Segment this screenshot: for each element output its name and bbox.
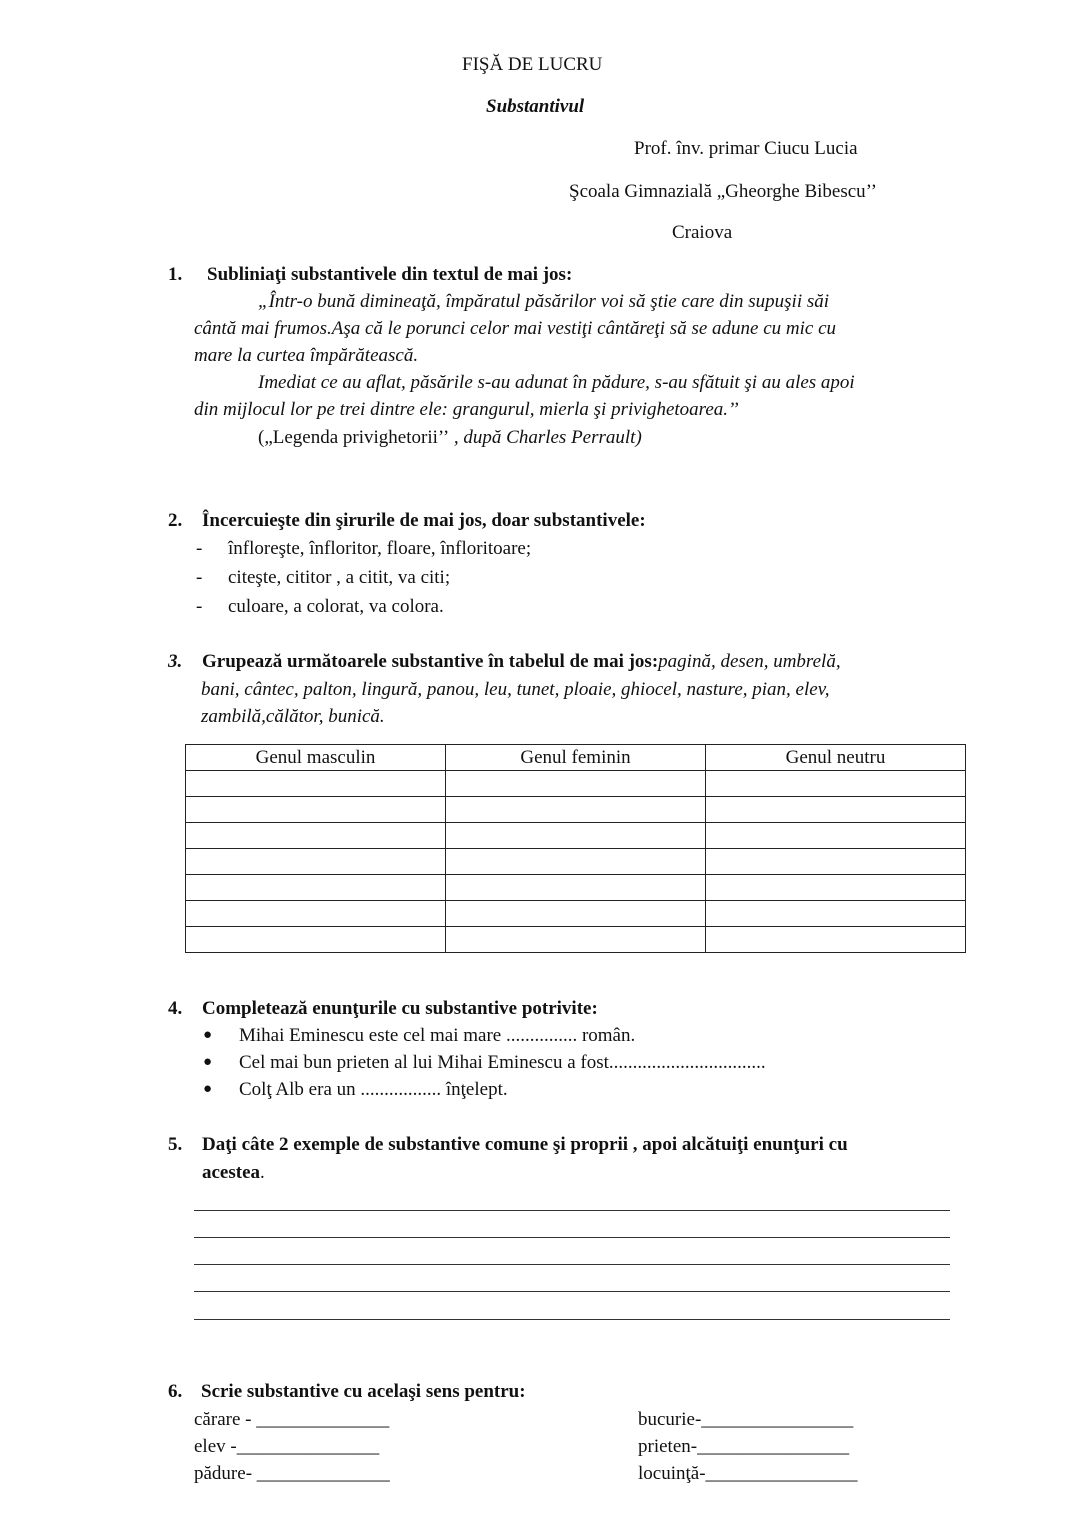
- ex5-prompt-line1: Daţi câte 2 exemple de substantive comune şi proprii , apoi alcătuiţi enunţuri cu: [202, 1134, 848, 1155]
- table-row: [186, 927, 966, 953]
- table-cell[interactable]: [706, 927, 966, 953]
- ex1-source: [258, 427, 642, 449]
- table-row: [186, 771, 966, 797]
- city-line: Craiova: [672, 222, 733, 243]
- table-row: [186, 797, 966, 823]
- table-row: [186, 901, 966, 927]
- answer-line[interactable]: [194, 1237, 950, 1238]
- page-title: FIŞĂ DE LUCRU: [462, 54, 603, 75]
- ex2-dash: -: [196, 538, 203, 559]
- ex5-prompt-word: acestea: [202, 1162, 261, 1183]
- ex2-item: citeşte, cititor , a citit, va citi;: [228, 567, 451, 588]
- table-cell[interactable]: [446, 901, 706, 927]
- table-cell[interactable]: [186, 875, 446, 901]
- ex3-words: pagină, desen, umbrelă,: [658, 651, 841, 672]
- ex3-prompt-text: Grupează următoarele substantive în tabelul de mai jos:: [202, 651, 659, 672]
- ex4-number: 4.: [168, 998, 183, 1019]
- ex4-item: Colţ Alb era un ................. înţelept.: [239, 1079, 508, 1100]
- ex6-right-item[interactable]: prieten-________________: [638, 1436, 850, 1457]
- table-row: [186, 875, 966, 901]
- table-cell[interactable]: [446, 849, 706, 875]
- ex6-left-item[interactable]: elev -_______________: [194, 1436, 380, 1457]
- ex1-prompt: Subliniaţi substantivele din textul de mai jos:: [207, 264, 573, 285]
- ex5-prompt-period: .: [260, 1162, 265, 1183]
- answer-line[interactable]: [194, 1210, 950, 1211]
- ex4-item: Mihai Eminescu este cel mai mare ............... român.: [239, 1025, 636, 1046]
- ex3-words-line: bani, cântec, palton, lingură, panou, leu, tunet, ploaie, ghiocel, nasture, pian, elev,: [201, 679, 830, 700]
- ex2-item: înfloreşte, înfloritor, floare, înfloritoare;: [228, 538, 532, 559]
- ex1-text-line: mare la curtea împărătească.: [194, 345, 419, 366]
- table-cell[interactable]: [186, 771, 446, 797]
- author-line: Prof. înv. primar Ciucu Lucia: [634, 138, 858, 159]
- table-cell[interactable]: [186, 797, 446, 823]
- header-feminine: Genul feminin: [446, 745, 706, 771]
- ex1-number: 1.: [168, 264, 183, 285]
- table-header-row: [186, 745, 966, 771]
- answer-line[interactable]: [194, 1291, 950, 1292]
- table-row: [186, 849, 966, 875]
- table-cell[interactable]: [706, 849, 966, 875]
- answer-line[interactable]: [194, 1264, 950, 1265]
- table-cell[interactable]: [186, 901, 446, 927]
- ex3-words-line: zambilă,călător, bunică.: [201, 706, 385, 727]
- ex4-prompt: Completează enunţurile cu substantive potrivite:: [202, 998, 598, 1019]
- bullet-icon: ●: [203, 1081, 213, 1097]
- school-line: Şcoala Gimnazială „Gheorghe Bibescu’’: [569, 181, 877, 202]
- table-cell[interactable]: [706, 797, 966, 823]
- table-row: [186, 823, 966, 849]
- ex3-prompt: [202, 651, 841, 673]
- header-masculine: Genul masculin: [186, 745, 446, 771]
- ex2-prompt: Încercuieşte din şirurile de mai jos, doar substantivele:: [202, 510, 646, 531]
- table-cell[interactable]: [446, 875, 706, 901]
- ex2-number: 2.: [168, 510, 183, 531]
- header-neuter: Genul neutru: [706, 745, 966, 771]
- ex5-number: 5.: [168, 1134, 183, 1155]
- table-cell[interactable]: [446, 927, 706, 953]
- ex2-dash: -: [196, 567, 203, 588]
- ex5-prompt-line2: [202, 1162, 265, 1184]
- ex6-right-item[interactable]: bucurie-________________: [638, 1409, 854, 1430]
- table-cell[interactable]: [186, 849, 446, 875]
- ex1-text-line: cântă mai frumos.Aşa că le porunci celor mai vestiţi cântăreţi să se adune cu mic cu: [194, 318, 837, 339]
- table-cell[interactable]: [186, 927, 446, 953]
- ex6-prompt: Scrie substantive cu acelaşi sens pentru:: [201, 1381, 526, 1402]
- page-subtitle: Substantivul: [486, 96, 585, 117]
- table-cell[interactable]: [706, 875, 966, 901]
- ex1-source-title: („Legenda privighetorii’’: [258, 427, 450, 448]
- ex2-item: culoare, a colorat, va colora.: [228, 596, 444, 617]
- ex1-source-author: , după Charles Perrault): [449, 427, 642, 448]
- ex6-right-item[interactable]: locuinţă-________________: [638, 1463, 858, 1484]
- answer-line[interactable]: [194, 1319, 950, 1320]
- ex6-left-item[interactable]: cărare - ______________: [194, 1409, 390, 1430]
- table-cell[interactable]: [186, 823, 446, 849]
- ex6-number: 6.: [168, 1381, 183, 1402]
- ex2-dash: -: [196, 596, 203, 617]
- table-cell[interactable]: [706, 771, 966, 797]
- table-cell[interactable]: [446, 823, 706, 849]
- table-cell[interactable]: [446, 771, 706, 797]
- bullet-icon: ●: [203, 1027, 213, 1043]
- gender-table: [185, 744, 966, 953]
- ex6-left-item[interactable]: pădure- ______________: [194, 1463, 390, 1484]
- ex4-item: Cel mai bun prieten al lui Mihai Eminescu a fost.................................: [239, 1052, 766, 1073]
- ex1-text-line: Imediat ce au aflat, păsările s-au adunat în pădure, s-au sfătuit şi au ales apoi: [258, 372, 855, 393]
- ex3-number: 3.: [168, 651, 183, 672]
- table-cell[interactable]: [706, 823, 966, 849]
- bullet-icon: ●: [203, 1054, 213, 1070]
- ex1-text-line: din mijlocul lor pe trei dintre ele: grangurul, mierla şi privighetoarea.’’: [194, 399, 739, 420]
- ex1-text-line: „Într-o bună dimineaţă, împăratul păsărilor voi să ştie care din supuşii săi: [258, 291, 830, 312]
- table-cell[interactable]: [446, 797, 706, 823]
- table-cell[interactable]: [706, 901, 966, 927]
